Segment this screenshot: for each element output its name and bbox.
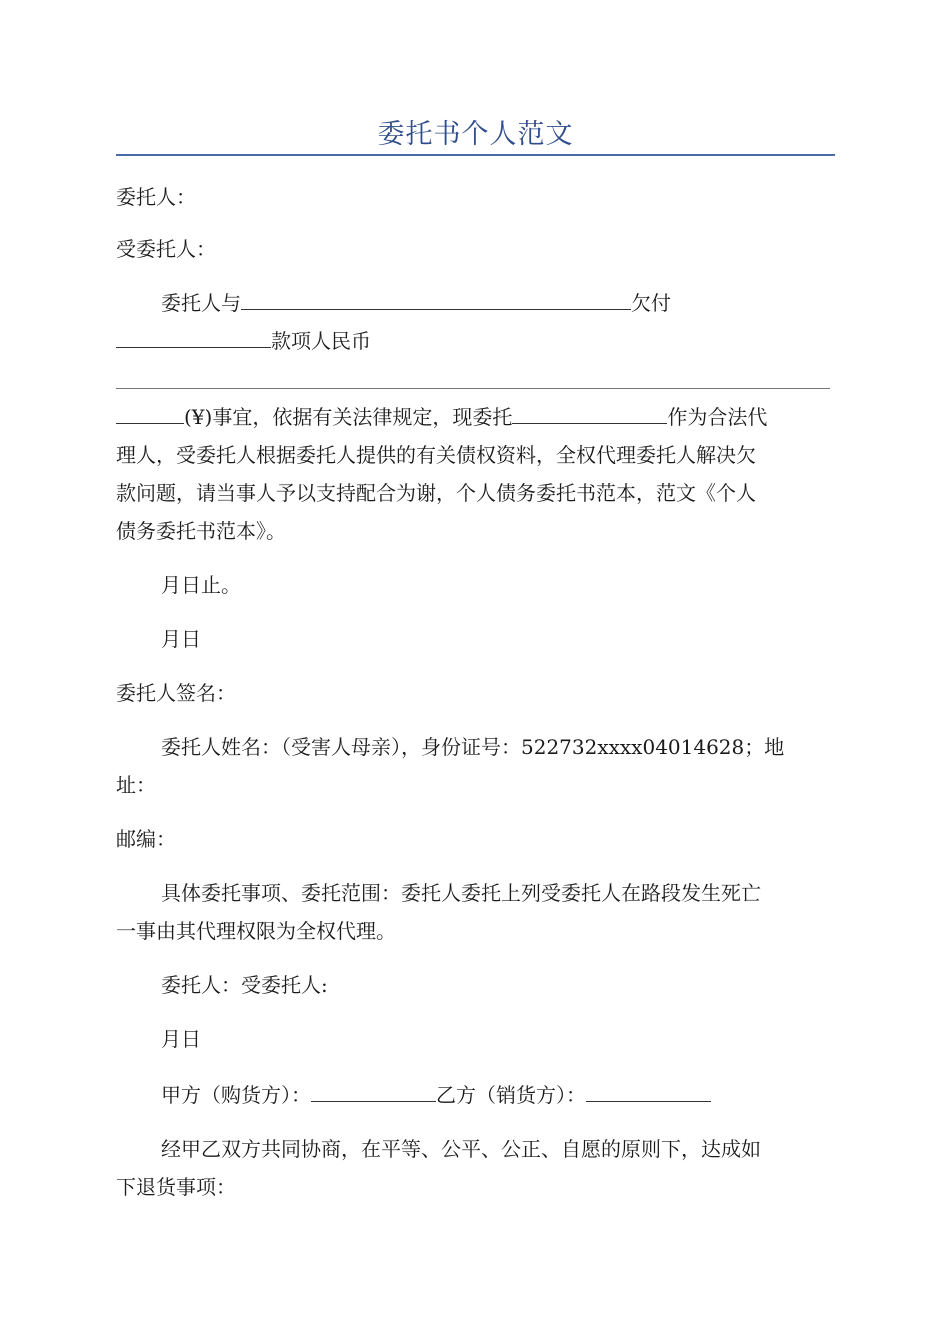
text-segment: 乙方（销货方）： (436, 1083, 586, 1107)
text-segment: 作为合法代 (667, 405, 768, 429)
date-line: 月日 (161, 627, 201, 651)
scope-line1: 具体委托事项、委托范围：委托人委托上列受委托人在路段发生死亡 (161, 881, 761, 905)
blank-line (241, 308, 631, 310)
paragraph-delegation-line2: 理人，受委托人根据委托人提供的有关债权资料，全权代理委托人解决欠 (116, 443, 756, 467)
text-segment: 甲方（购货方）： (161, 1083, 311, 1107)
text-segment: 欠付 (631, 291, 671, 315)
blank-line (116, 422, 184, 424)
principal-label: 委托人： (116, 185, 196, 209)
return-agreement-line1: 经甲乙双方共同协商，在平等、公平、公正、自愿的原则下，达成如 (161, 1137, 761, 1161)
signature-label: 委托人签名： (116, 681, 236, 705)
text-segment: 款项人民币 (271, 329, 371, 353)
text-segment: 委托人与 (161, 291, 241, 315)
paragraph-delegation-line4: 债务委托书范本》。 (116, 519, 286, 543)
blank-line (116, 346, 271, 348)
blank-line (311, 1100, 436, 1102)
principal-info-line2: 址： (116, 773, 156, 797)
date-until: 月日止。 (161, 573, 241, 597)
return-agreement-line2: 下退货事项： (116, 1175, 236, 1199)
paragraph-debt-line2 (116, 322, 832, 360)
paragraph-delegation-line1 (116, 398, 832, 436)
blank-line (512, 422, 667, 424)
postcode-label: 邮编： (116, 827, 176, 851)
principal-info-line1: 委托人姓名：（受害人母亲），身份证号：522732xxxx04014628；地 (161, 735, 785, 759)
title-underline (116, 154, 835, 156)
paragraph-debt-line1 (161, 284, 877, 322)
agent-label: 受委托人： (116, 237, 216, 261)
document-title: 委托书个人范文 (377, 119, 574, 150)
text-segment: (¥)事宜，依据有关法律规定，现委托 (184, 405, 513, 429)
full-width-blank-line (116, 388, 830, 389)
blank-line (586, 1100, 711, 1102)
buyer-seller-line (161, 1076, 877, 1114)
paragraph-delegation-line3: 款问题，请当事人予以支持配合为谢，个人债务委托书范本，范文《个人 (116, 481, 756, 505)
scope-line2: 一事由其代理权限为全权代理。 (116, 919, 396, 943)
parties-label: 委托人：受委托人: (161, 973, 328, 997)
date-line-2: 月日 (161, 1027, 201, 1051)
